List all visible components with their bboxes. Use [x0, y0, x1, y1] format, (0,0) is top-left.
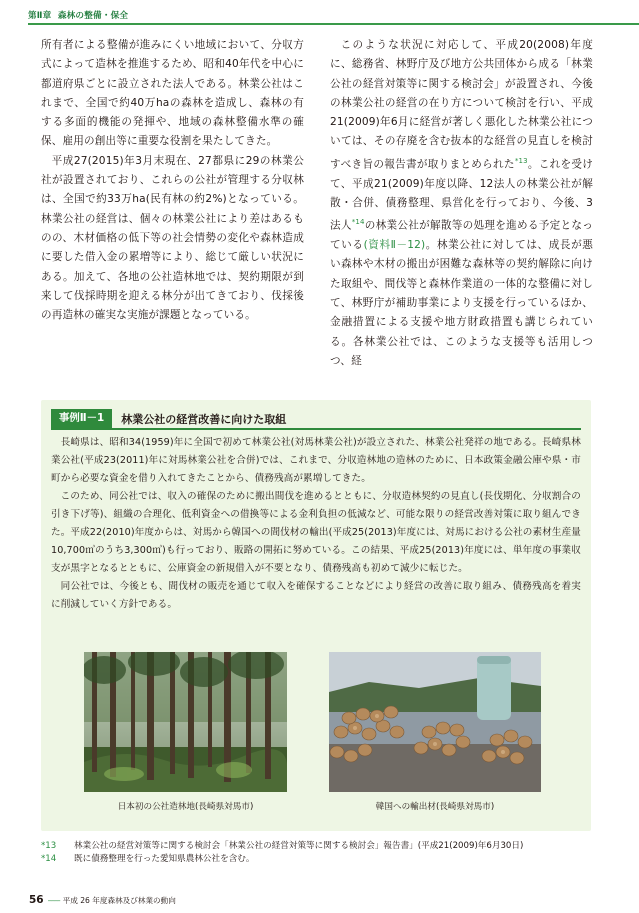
material-reference-link[interactable]: (資料Ⅱ－12): [363, 239, 426, 252]
paragraph-text: の林業公社が解散等の処理を進める予定となっている: [330, 219, 593, 252]
publication-title: 平成 26 年度森林及び林業の動向: [62, 896, 176, 905]
footnote-mark: *14: [41, 854, 57, 864]
case-study-title: 林業公社の経営改善に向けた取組: [121, 412, 287, 426]
footnote-13: [41, 840, 601, 853]
forest-photo: [84, 652, 287, 792]
chapter-number: 第Ⅱ章: [28, 11, 52, 21]
footnote-ref-14[interactable]: *14: [351, 218, 365, 227]
photo-caption-left: 日本初の公社造林地(長崎県対馬市): [117, 802, 254, 812]
paragraph: [330, 36, 593, 371]
case-study-rule: [51, 428, 581, 430]
page-number: 56: [29, 894, 44, 906]
export-logs-photo-image: [329, 652, 541, 792]
footnote-text: 林業公社の経営対策等に関する検討会「林業公社の経営対策等に関する検討会」報告書」(平成21(2009)年6月30日): [74, 841, 524, 851]
case-study-heading: [51, 409, 286, 428]
case-paragraph: 長崎県は、昭和34(1959)年に全国で初めて林業公社(対馬林業公社)が設立された、林業公社発祥の地である。長崎県林業公社(平成23(2011)年に対馬林業公社を合併)では、これまで、分収造林地の造林のために、日本政策金融公庫や県・市町から必要な資金を借り入れてきたことから、債務残高が累増してきた。: [51, 437, 581, 484]
case-study-label: 事例Ⅱ－1: [51, 409, 112, 428]
paragraph-text: 。林業公社に対しては、成長が悪い森林や木材の搬出が困難な森林等の契約解除に向けた取組や、間伐等と森林作業道の一体的な整備に対して、林野庁が補助事業により支援を行っているほか、金融措置による支援や地方財政措置も講じられている。各林業公社では、このような支援等も活用しつつ、経: [330, 239, 594, 367]
footer-dash: ––––: [47, 896, 60, 905]
footnote-ref-13[interactable]: *13: [514, 156, 528, 165]
page-footer: [29, 894, 176, 906]
case-paragraph: このため、同公社では、収入の確保のために搬出間伐を進めるとともに、分収造林契約の見直し(長伐期化、分収割合の引き下げ等)、組織の合理化、低利資金への借換等による金利負担の低減など、可能な限りの経営改善対策に取り組んできた。平成22(2010)年度からは、対馬から韓国への間伐材の輸出(平成25(2013)年度には、対馬における公社の素材生産量10,700㎥のうち3,300㎥)も行っており、販路の開拓に努めている。この結果、平成25(2013)年度には、単年度の事業収支が黒字となるとともに、公庫資金の新規借入が不要となり、債務残高も初めて減少に転じた。: [51, 491, 581, 574]
running-header: [0, 0, 639, 26]
paragraph-text: 。これを受けて、平成21(2009)年度以降、12法人の林業公社が解散・合併、債務整理、県営化を行っており、今後、3法人: [330, 158, 593, 232]
footnote-text: 既に債務整理を行った愛知県農林公社を含む。: [74, 854, 255, 864]
forest-photo-image: [84, 652, 287, 792]
chapter-section: 森林の整備・保全: [57, 11, 129, 21]
photo-caption-right: 韓国への輸出材(長崎県対馬市): [375, 802, 495, 812]
footnotes: [41, 840, 601, 866]
paragraph: 所有者による整備が進みにくい地域において、分収方式によって造林を推進するため、昭和40年代を中心に都道府県ごとに設立された法人である。林業公社はこれまで、全国で約40万haの森林を造成し、森林の有する多面的機能の発揮や、地域の森林整備水準の確保、雇用の創出等に重要な役割を果たしてきた。: [41, 39, 304, 148]
case-paragraph: 同公社では、今後とも、間伐材の販売を通じて収入を確保することなどにより経営の改善に取り組み、債務残高を着実に削減していく方針である。: [51, 581, 581, 610]
case-study-body: [51, 434, 581, 614]
export-logs-photo: [329, 652, 541, 792]
case-study-box: [41, 400, 591, 831]
header-rule: [28, 23, 639, 25]
footnote-14: [41, 853, 601, 866]
left-column: [41, 36, 304, 325]
paragraph: 平成27(2015)年3月末現在、27都県に29の林業公社が設置されており、これらの公社が管理する分収林は、全国で約33万ha(民有林の約2%)となっている。林業公社の経営は、個々の林業公社により差はあるものの、木材価格の低下等の社会情勢の変化や森林造成に要した借入金の累増等により、総じて厳しい状況にある。加えて、各地の公社造林地では、契約期限が到来して伐採時期を迎える林分が出てきており、伐採後の再造林の確実な実施が課題となっている。: [41, 154, 304, 322]
footnote-mark: *13: [41, 841, 57, 851]
paragraph-text: このような状況に対応して、平成20(2008)年度に、総務省、林野庁及び地方公共団体から成る「林業公社の経営対策等に関する検討会」が設置され、今後の林業公社の経営の在り方について検討を行い、平成21(2009)年6月に経営が著しく悪化した林業公社については、その存廃を含む抜本的な経営の見直しを検討すべき旨の報告書が取りまとめられた: [330, 39, 593, 171]
right-column: [330, 36, 593, 371]
chapter-heading: [28, 9, 128, 21]
